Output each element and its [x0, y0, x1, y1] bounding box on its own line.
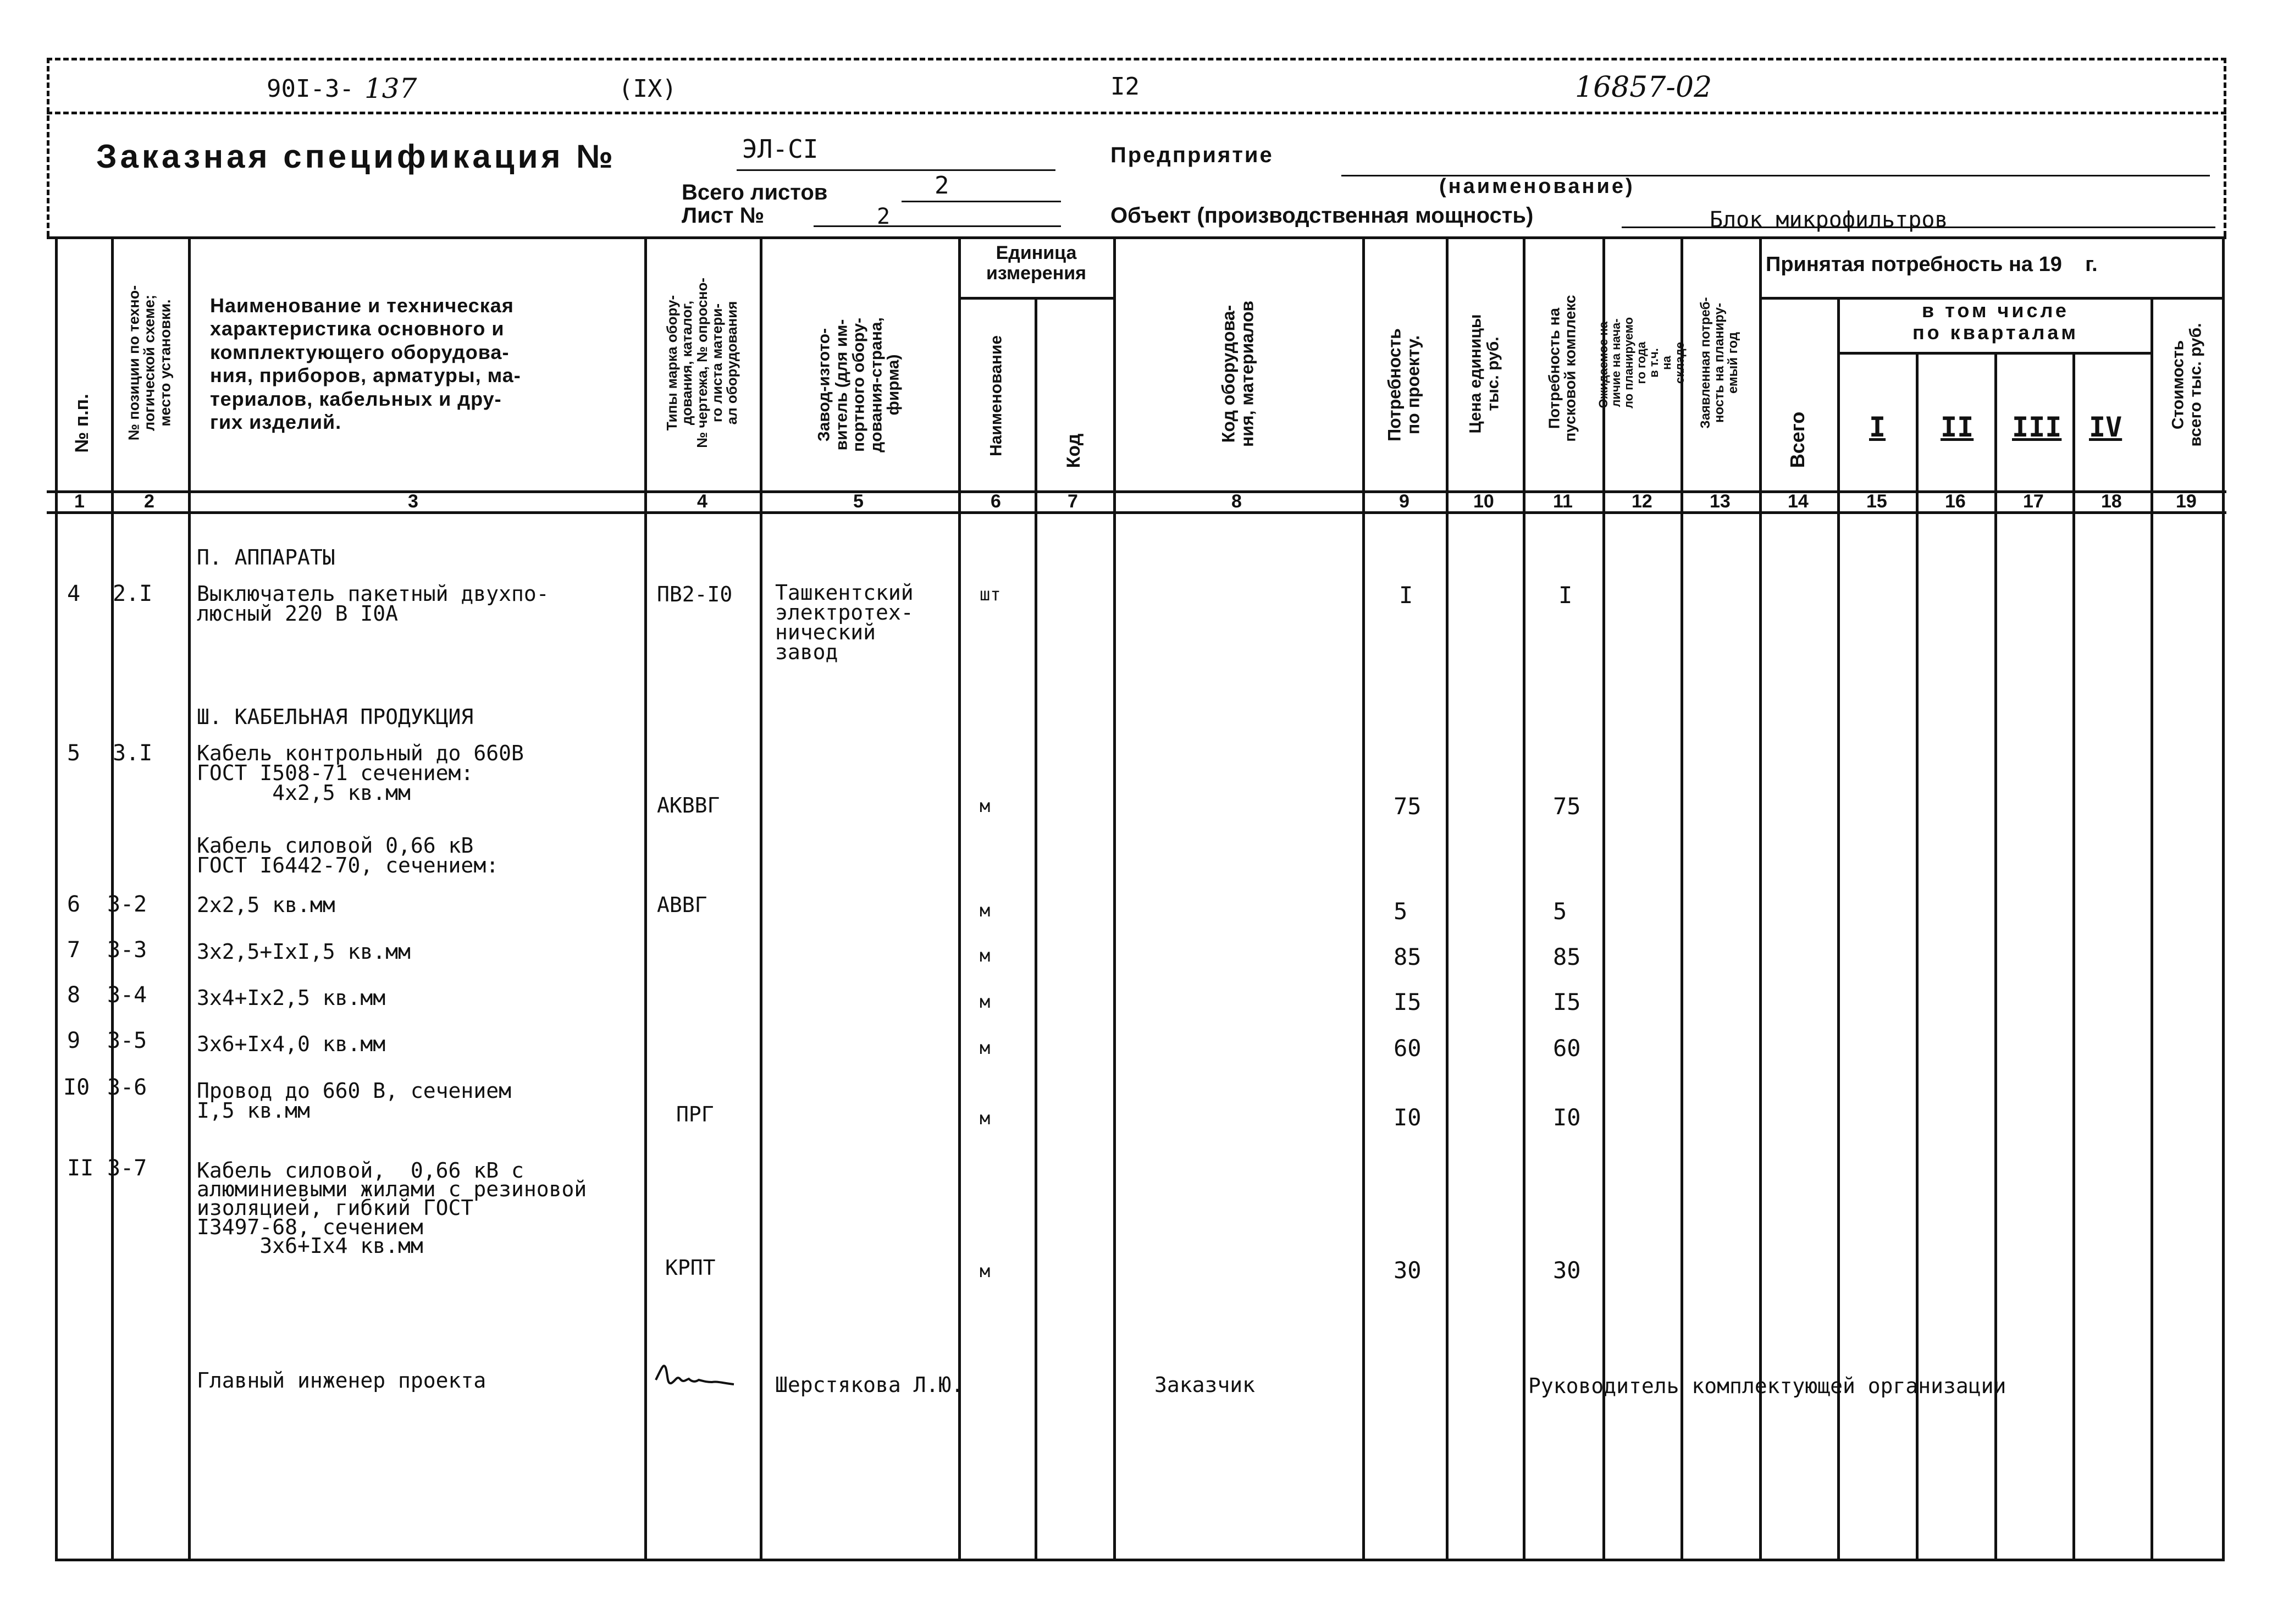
- column-numbers-bottom-line: [47, 511, 2226, 514]
- row-10-unit: м: [980, 1108, 991, 1129]
- column-number: 1: [74, 491, 85, 512]
- col-header-3: Наименование и техническая характеристика основного и комплектующего оборудова- ния, приборов, арматуры, ма- териалов, кабельных и дру- гих изделий.: [210, 294, 521, 434]
- col-sep-9: [1446, 236, 1449, 1559]
- row-10-name: Провод до 660 В, сечением I,5 кв.мм: [197, 1079, 511, 1123]
- row-11-name: Кабель силовой, 0,66 кВ с алюминиевыми жилами с резиновой изоляцией, гибкий ГОСТ I3497-68, сечением 3х6+Iх4 кв.мм: [197, 1158, 587, 1258]
- row-4-position: 2.I: [113, 581, 153, 606]
- row-5-name: Кабель контрольный до 660В ГОСТ I508-71 сечением: 4х2,5 кв.мм: [197, 741, 524, 805]
- col-sep-2: [188, 236, 191, 1559]
- row-11-type: КРПТ: [665, 1256, 716, 1280]
- spec-number: ЭЛ-СI: [742, 134, 819, 164]
- doc-number-hand: 137: [364, 73, 417, 104]
- col-header-12: Ожидаемое на- личие на нача- ло планируемо го года в т.ч. на складе: [1596, 317, 1687, 409]
- col-header-4: Типы марка обору- дования, каталог, № чертежа, № опросно- го листа матери- ал оборудования: [663, 278, 740, 448]
- row-9-start-need: 60: [1553, 1035, 1581, 1062]
- row-7-need: 85: [1394, 943, 1422, 970]
- quarter-4-header: IV: [2089, 411, 2122, 443]
- row-6-start-need: 5: [1553, 898, 1567, 925]
- spec-number-underline: [737, 169, 1055, 171]
- accepted-need-header: Принятая потребность на 19 г.: [1766, 253, 2098, 276]
- table-bottom-line: [55, 1559, 2224, 1561]
- row-8-need: I5: [1394, 988, 1422, 1015]
- row-5-position: 3.I: [113, 741, 153, 766]
- row-9-need: 60: [1394, 1035, 1422, 1062]
- column-numbers-top-line: [47, 490, 2226, 493]
- row-8-unit: м: [980, 991, 991, 1012]
- row-9-position: 3-5: [107, 1028, 147, 1053]
- col-sep-6: [1035, 297, 1037, 1559]
- row-6-name: 2х2,5 кв.мм: [197, 893, 335, 917]
- row-8-start-need: I5: [1553, 988, 1581, 1015]
- row-9-number: 9: [67, 1028, 81, 1053]
- section-cable: Ш. КАБЕЛЬНАЯ ПРОДУКЦИЯ: [197, 705, 474, 729]
- column-number: 11: [1553, 491, 1573, 512]
- col-sep-5: [958, 236, 961, 1559]
- row-8-name: 3х4+Iх2,5 кв.мм: [197, 986, 386, 1010]
- col-sep-17: [2072, 352, 2075, 1559]
- frame-title-line: [47, 112, 2226, 114]
- col-header-7: Код: [1063, 433, 1085, 468]
- col-header-11: Потребность на пусковой комплекс: [1545, 295, 1579, 442]
- chief-engineer-label: Главный инженер проекта: [197, 1368, 487, 1393]
- row-11-need: 30: [1394, 1257, 1422, 1284]
- row-5-number: 5: [67, 741, 81, 766]
- row-5-type: АКВВГ: [657, 793, 720, 817]
- row-4-need: I: [1399, 582, 1413, 609]
- total-sheets-value: 2: [935, 172, 949, 200]
- unit-group-header: Единица измерения: [986, 242, 1086, 284]
- row-7-number: 7: [67, 937, 81, 963]
- row-4-maker: Ташкентский электротех- нический завод: [775, 581, 914, 665]
- row-10-number: I0: [63, 1075, 90, 1100]
- column-number: 13: [1710, 491, 1731, 512]
- row-4-unit: шт: [980, 584, 1001, 605]
- row-7-start-need: 85: [1553, 943, 1581, 970]
- col-sep-12: [1680, 236, 1683, 1559]
- row-4-type: ПВ2-I0: [657, 582, 733, 606]
- spec-title: Заказная спецификация №: [96, 138, 617, 175]
- col-sep-10: [1523, 236, 1525, 1559]
- doc-number-prefix: 90I-3-: [267, 75, 354, 103]
- column-number: 17: [2023, 491, 2044, 512]
- col-header-1: № п.п.: [71, 394, 93, 453]
- row-5-start-need: 75: [1553, 793, 1581, 820]
- column-number: 4: [697, 491, 707, 512]
- engineer-name: Шерстякова Л.Ю.: [775, 1373, 964, 1397]
- row-9-name: 3х6+Iх4,0 кв.мм: [197, 1032, 386, 1056]
- row-7-position: 3-3: [107, 937, 147, 963]
- col-sep-4: [760, 236, 762, 1559]
- sheet-no-value: 2: [877, 204, 891, 229]
- row-4-number: 4: [67, 581, 81, 606]
- column-number: 9: [1399, 491, 1409, 512]
- enterprise-label: Предприятие: [1110, 143, 1274, 167]
- row-9-unit: м: [980, 1037, 991, 1058]
- col-header-14: Всего: [1786, 411, 1809, 468]
- row-8-position: 3-4: [107, 982, 147, 1008]
- col-header-9: Потребность по проекту.: [1384, 328, 1423, 441]
- col-header-8: Код оборудова- ния, материалов: [1218, 300, 1257, 448]
- row-6-position: 3-2: [107, 892, 147, 917]
- column-number: 6: [991, 491, 1001, 512]
- section-apparatus: П. АППАРАТЫ: [197, 545, 335, 570]
- row-10-start-need: I0: [1553, 1104, 1581, 1131]
- frame-top-line: [47, 58, 2226, 60]
- column-number: 14: [1788, 491, 1809, 512]
- quarter-2-header: II: [1941, 411, 1974, 443]
- album-label: (IX): [618, 75, 677, 103]
- object-value: Блок микрофильтров: [1710, 207, 1948, 233]
- col-header-5: Завод-изгото- витель (для им- портного обору- дования-страна, фирма): [815, 317, 903, 452]
- row-10-position: 3-6: [107, 1075, 147, 1100]
- column-number: 12: [1632, 491, 1652, 512]
- quarter-1-header: I: [1869, 411, 1886, 443]
- column-number: 18: [2101, 491, 2122, 512]
- table-right-border: [2222, 236, 2225, 1561]
- row-6-unit: м: [980, 900, 991, 921]
- row-4-start-need: I: [1558, 582, 1573, 609]
- col-header-2: № позиции по техно- логической схеме; место установки.: [125, 285, 174, 441]
- row-8-number: 8: [67, 982, 81, 1008]
- row-4-name: Выключатель пакетный двухпо- люсный 220 В I0А: [197, 582, 549, 626]
- col-sep-3: [644, 236, 647, 1559]
- col-sep-13: [1759, 236, 1762, 1559]
- column-number: 2: [144, 491, 154, 512]
- customer-label: Заказчик: [1154, 1373, 1256, 1397]
- supplier-head-label: Руководитель комплектующей организации: [1528, 1374, 2006, 1398]
- row-7-unit: м: [980, 945, 991, 966]
- row-5-unit: м: [980, 796, 991, 816]
- enterprise-caption: (наименование): [1439, 175, 1635, 198]
- cable-group-label: Кабель силовой 0,66 кВ ГОСТ I6442-70, сечением:: [197, 833, 499, 878]
- row-6-number: 6: [67, 892, 81, 917]
- column-number: 19: [2176, 491, 2197, 512]
- row-6-type: АВВГ: [657, 893, 707, 917]
- row-11-start-need: 30: [1553, 1257, 1581, 1284]
- column-number: 15: [1866, 491, 1887, 512]
- row-11-position: 3-7: [107, 1156, 147, 1181]
- row-7-name: 3х2,5+IхI,5 кв.мм: [197, 940, 411, 964]
- archive-number: 16857-02: [1575, 71, 1712, 104]
- col-sep-7: [1113, 236, 1116, 1559]
- signature-icon: [651, 1358, 745, 1396]
- unit-group-line: [958, 297, 1113, 300]
- column-number: 16: [1945, 491, 1966, 512]
- col-sep-11: [1602, 236, 1605, 1559]
- sheet-number-underline: [814, 225, 1061, 227]
- table-left-border: [55, 236, 58, 1561]
- col-header-10: Цена единицы тыс. руб.: [1466, 314, 1502, 434]
- col-sep-8: [1362, 236, 1365, 1559]
- quarter-3-header: III: [2012, 411, 2062, 443]
- row-11-unit: м: [980, 1261, 991, 1281]
- table-top-line: [47, 236, 2226, 239]
- object-label: Объект (производственная мощность): [1110, 203, 1534, 228]
- col-header-6: Наименование: [987, 335, 1005, 457]
- sheet-label: I2: [1110, 73, 1140, 101]
- column-number: 8: [1231, 491, 1242, 512]
- row-10-type: ПРГ: [676, 1102, 714, 1126]
- row-10-need: I0: [1394, 1104, 1422, 1131]
- column-number: 10: [1473, 491, 1494, 512]
- total-sheets-label: Всего листов: [682, 180, 828, 205]
- frame-right-dashed: [2224, 58, 2226, 236]
- row-6-need: 5: [1394, 898, 1408, 925]
- col-sep-18: [2151, 297, 2153, 1559]
- column-number: 3: [408, 491, 418, 512]
- col-header-13: Заявленная потреб- ность на планиру- емый год: [1698, 297, 1741, 429]
- column-number: 7: [1068, 491, 1078, 512]
- col-header-19: Стоимость всего тыс. руб.: [2169, 323, 2204, 447]
- col-sep-14: [1837, 297, 1840, 1559]
- row-11-number: II: [67, 1156, 94, 1181]
- frame-left-dashed: [47, 58, 49, 236]
- sheet-no-label: Лист №: [682, 203, 765, 228]
- row-5-need: 75: [1394, 793, 1422, 820]
- quarters-line: [1837, 352, 2151, 355]
- quarters-header: в том числе по кварталам: [1912, 299, 2079, 344]
- total-sheets-underline: [902, 201, 1061, 202]
- column-number: 5: [853, 491, 864, 512]
